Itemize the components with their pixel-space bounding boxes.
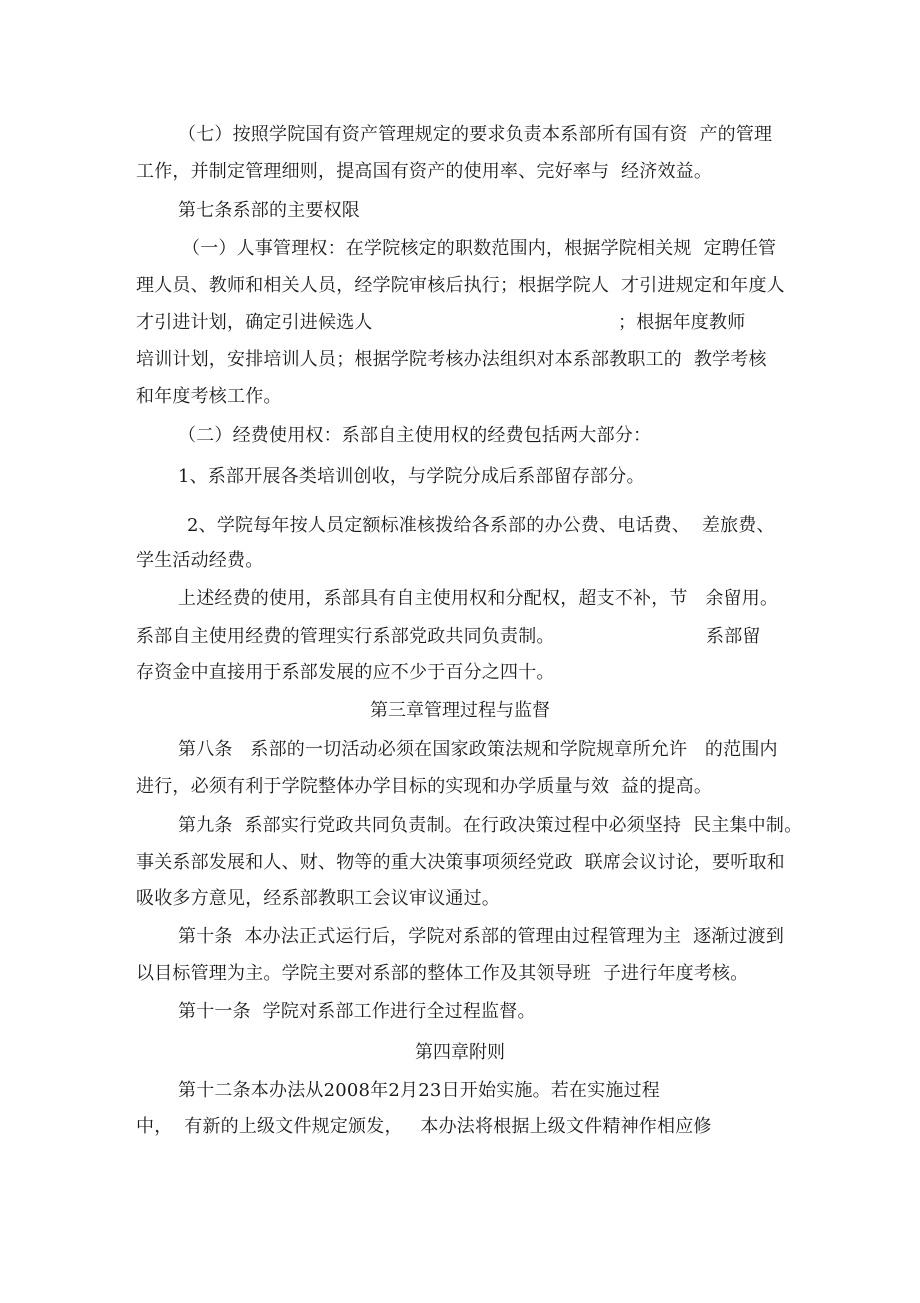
paragraph-line: 事关系部发展和人、财、物等的重大决策事项须经党政 联席会议讨论，要听取和 bbox=[136, 852, 785, 873]
paragraph-line: 和年度考核工作。 bbox=[136, 386, 282, 407]
paragraph-line: ；根据年度教师 bbox=[618, 312, 746, 333]
paragraph-line: 理人员、教师和相关人员，经学院审核后执行；根据学院人 才引进规定和年度人 bbox=[136, 275, 785, 296]
paragraph-line: 吸收多方意见，经系部教职工会议审议通过。 bbox=[136, 888, 500, 909]
paragraph-line: 第十一条 学院对系部工作进行全过程监督。 bbox=[178, 1001, 536, 1022]
paragraph-line: 才引进计划，确定引进候选人 bbox=[136, 312, 373, 333]
list-item: 2、学院每年按人员定额标准核拨给各系部的办公费、电话费、 差旅费、 bbox=[187, 515, 775, 536]
paragraph-line: 工作，并制定管理细则，提高国有资产的使用率、完好率与 经济效益。 bbox=[136, 161, 713, 182]
paragraph-line: 第十二条本办法从2008年2月23日开始实施。若在实施过程 bbox=[178, 1080, 660, 1101]
list-item: 1、系部开展各类培训创收，与学院分成后系部留存部分。 bbox=[178, 466, 645, 487]
paragraph-line: 上述经费的使用，系部具有自主使用权和分配权，超支不补，节 余留用。 bbox=[178, 588, 779, 609]
paragraph-line: 中， 有新的上级文件规定颁发， 本办法将根据上级文件精神作相应修 bbox=[136, 1116, 712, 1137]
chapter-heading: 第三章管理过程与监督 bbox=[370, 700, 550, 721]
chapter-heading: 第四章附则 bbox=[415, 1042, 505, 1063]
paragraph-line: 第九条 系部实行党政共同负责制。在行政决策过程中必须坚持 民主集中制。 bbox=[178, 815, 803, 836]
paragraph-line: 存资金中直接用于系部发展的应不少于百分之四十。 bbox=[136, 662, 555, 683]
paragraph-line: 系部留 bbox=[706, 626, 761, 647]
paragraph-line: 第十条 本办法正式运行后，学院对系部的管理由过程管理为主 逐渐过渡到 bbox=[178, 926, 785, 947]
article-title: 第七条系部的主要权限 bbox=[178, 200, 360, 221]
paragraph-line: （二）经费使用权：系部自主使用权的经费包括两大部分： bbox=[178, 425, 652, 446]
paragraph-line: 培训计划，安排培训人员；根据学院考核办法组织对本系部教职工的 教学考核 bbox=[136, 349, 767, 370]
paragraph-line: （七）按照学院国有资产管理规定的要求负责本系部所有国有资 产的管理 bbox=[178, 124, 773, 145]
paragraph-line: 以目标管理为主。学院主要对系部的整体工作及其领导班 子进行年度考核。 bbox=[136, 963, 749, 984]
paragraph-line: （一）人事管理权：在学院核定的职数范围内，根据学院相关规 定聘任管 bbox=[182, 238, 777, 259]
paragraph-line: 进行，必须有利于学院整体办学目标的实现和办学质量与效 益的提高。 bbox=[136, 776, 713, 797]
paragraph-line: 第八条 系部的一切活动必须在国家政策法规和学院规章所允许 的范围内 bbox=[178, 739, 778, 760]
paragraph-line: 系部自主使用经费的管理实行系部党政共同负责制。 bbox=[136, 626, 555, 647]
paragraph-line: 学生活动经费。 bbox=[136, 550, 264, 571]
